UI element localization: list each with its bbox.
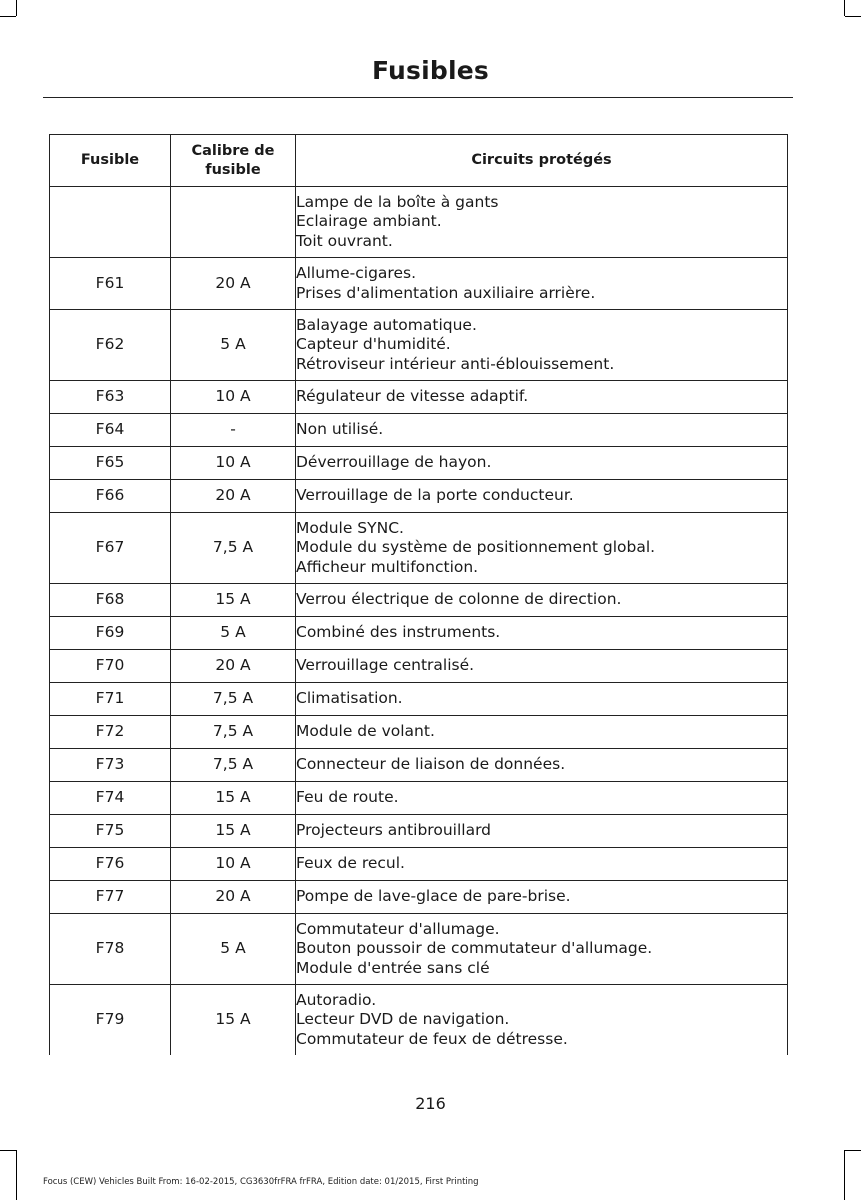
- crop-mark-top-left: [16, 0, 17, 16]
- fuse-rating-cell: 7,5 A: [171, 716, 296, 749]
- circuit-line: Autoradio.: [296, 990, 377, 1009]
- table-body: [50, 187, 788, 1056]
- fuse-rating-cell: 5 A: [171, 914, 296, 985]
- circuit-line: Module d'entrée sans clé: [296, 958, 490, 977]
- fuse-id-cell: F75: [50, 815, 171, 848]
- fuse-rating-cell: 15 A: [171, 782, 296, 815]
- fuse-id-cell: F79: [50, 985, 171, 1056]
- circuits-cell: [296, 914, 788, 985]
- circuit-line: Verrou électrique de colonne de direction.: [296, 590, 622, 609]
- table-header-row: [50, 135, 788, 187]
- circuit-line: Lampe de la boîte à gants: [296, 192, 499, 211]
- fuse-id-cell: F64: [50, 414, 171, 447]
- circuit-line: Rétroviseur intérieur anti-éblouissement.: [296, 354, 615, 373]
- fuse-rating-cell: 5 A: [171, 617, 296, 650]
- fuse-id-cell: [50, 187, 171, 258]
- fuse-id-cell: F68: [50, 584, 171, 617]
- fuse-rating-cell: 15 A: [171, 985, 296, 1056]
- table-row: [50, 881, 788, 914]
- circuits-cell: [296, 381, 788, 414]
- circuit-line: Combiné des instruments.: [296, 623, 501, 642]
- circuit-line: Feu de route.: [296, 788, 399, 807]
- fuse-id-cell: F66: [50, 480, 171, 513]
- fuse-rating-cell: 7,5 A: [171, 749, 296, 782]
- page-number: 216: [415, 1094, 446, 1113]
- circuit-line: Pompe de lave-glace de pare-brise.: [296, 887, 571, 906]
- table-row: [50, 683, 788, 716]
- fuse-id-cell: F71: [50, 683, 171, 716]
- table-row: [50, 447, 788, 480]
- circuits-cell: [296, 414, 788, 447]
- crop-mark-bottom-left: [16, 1150, 17, 1200]
- fuse-id-cell: F65: [50, 447, 171, 480]
- circuit-line: Prises d'alimentation auxiliaire arrière.: [296, 283, 596, 302]
- circuit-line: Module SYNC.: [296, 518, 404, 537]
- table-row: [50, 782, 788, 815]
- fuse-table: [49, 134, 788, 1055]
- header-circuits: Circuits protégés: [296, 135, 788, 187]
- table-row: [50, 716, 788, 749]
- fuse-id-cell: F76: [50, 848, 171, 881]
- circuit-line: Commutateur d'allumage.: [296, 919, 500, 938]
- footer-text: Focus (CEW) Vehicles Built From: 16-02-2015, CG3630frFRA frFRA, Edition date: 01/2015, First Printing: [43, 1177, 479, 1187]
- title-rule: [43, 97, 793, 98]
- circuit-line: Verrouillage de la porte conducteur.: [296, 486, 574, 505]
- fuse-id-cell: F72: [50, 716, 171, 749]
- table-row: [50, 815, 788, 848]
- circuit-line: Projecteurs antibrouillard: [296, 821, 492, 840]
- table-row: [50, 650, 788, 683]
- fuse-id-cell: F63: [50, 381, 171, 414]
- header-rating-line1: Calibre de: [191, 142, 275, 159]
- crop-mark-top-right: [844, 0, 845, 16]
- fuse-rating-cell: 20 A: [171, 258, 296, 310]
- circuit-line: Commutateur de feux de détresse.: [296, 1029, 568, 1048]
- table-row: [50, 584, 788, 617]
- circuit-line: Balayage automatique.: [296, 315, 477, 334]
- circuit-line: Eclairage ambiant.: [296, 212, 442, 231]
- circuits-cell: [296, 513, 788, 584]
- table-row: [50, 258, 788, 310]
- header-fuse: Fusible: [50, 135, 171, 187]
- circuits-cell: [296, 782, 788, 815]
- circuits-cell: [296, 650, 788, 683]
- circuit-line: Déverrouillage de hayon.: [296, 453, 492, 472]
- crop-mark-bottom-left: [0, 1150, 16, 1151]
- fuse-id-cell: F77: [50, 881, 171, 914]
- table-row: [50, 985, 788, 1056]
- circuits-cell: [296, 584, 788, 617]
- crop-mark-top-left: [0, 16, 16, 17]
- circuits-cell: [296, 985, 788, 1056]
- fuse-id-cell: F74: [50, 782, 171, 815]
- circuit-line: Lecteur DVD de navigation.: [296, 1010, 510, 1029]
- circuit-line: Module de volant.: [296, 722, 435, 741]
- circuits-cell: [296, 716, 788, 749]
- table-row: [50, 310, 788, 381]
- circuit-line: Régulateur de vitesse adaptif.: [296, 387, 529, 406]
- circuits-cell: [296, 815, 788, 848]
- header-rating: [171, 135, 296, 187]
- table-row: [50, 848, 788, 881]
- circuits-cell: [296, 617, 788, 650]
- fuse-rating-cell: 7,5 A: [171, 513, 296, 584]
- circuits-cell: [296, 480, 788, 513]
- fuse-id-cell: F69: [50, 617, 171, 650]
- page-title: Fusibles: [372, 56, 489, 85]
- fuse-rating-cell: -: [171, 414, 296, 447]
- fuse-id-cell: F61: [50, 258, 171, 310]
- circuit-line: Climatisation.: [296, 689, 403, 708]
- circuit-line: Feux de recul.: [296, 854, 405, 873]
- fuse-rating-cell: 15 A: [171, 815, 296, 848]
- circuits-cell: [296, 881, 788, 914]
- table-row: [50, 480, 788, 513]
- table-row: [50, 914, 788, 985]
- fuse-id-cell: F73: [50, 749, 171, 782]
- circuit-line: Non utilisé.: [296, 420, 384, 439]
- header-rating-line2: fusible: [205, 161, 261, 178]
- fuse-id-cell: F78: [50, 914, 171, 985]
- circuit-line: Allume-cigares.: [296, 264, 417, 283]
- table-row: [50, 381, 788, 414]
- table-row: [50, 187, 788, 258]
- circuits-cell: [296, 749, 788, 782]
- crop-mark-bottom-right: [844, 1150, 845, 1200]
- circuits-cell: [296, 683, 788, 716]
- circuits-cell: [296, 187, 788, 258]
- circuit-line: Afficheur multifonction.: [296, 557, 479, 576]
- fuse-rating-cell: 7,5 A: [171, 683, 296, 716]
- table-row: [50, 414, 788, 447]
- circuit-line: Module du système de positionnement global.: [296, 538, 656, 557]
- circuits-cell: [296, 258, 788, 310]
- table-row: [50, 617, 788, 650]
- circuit-line: Toit ouvrant.: [296, 231, 393, 250]
- table-row: [50, 513, 788, 584]
- crop-mark-top-right: [845, 16, 861, 17]
- fuse-rating-cell: 10 A: [171, 381, 296, 414]
- fuse-rating-cell: 10 A: [171, 848, 296, 881]
- crop-mark-bottom-right: [845, 1150, 861, 1151]
- fuse-id-cell: F70: [50, 650, 171, 683]
- fuse-id-cell: F62: [50, 310, 171, 381]
- fuse-rating-cell: 20 A: [171, 881, 296, 914]
- fuse-rating-cell: 5 A: [171, 310, 296, 381]
- circuits-cell: [296, 310, 788, 381]
- circuits-cell: [296, 848, 788, 881]
- table-row: [50, 749, 788, 782]
- circuit-line: Connecteur de liaison de données.: [296, 755, 566, 774]
- fuse-rating-cell: [171, 187, 296, 258]
- fuse-rating-cell: 20 A: [171, 480, 296, 513]
- circuits-cell: [296, 447, 788, 480]
- fuse-rating-cell: 10 A: [171, 447, 296, 480]
- fuse-rating-cell: 15 A: [171, 584, 296, 617]
- circuit-line: Capteur d'humidité.: [296, 335, 451, 354]
- circuit-line: Bouton poussoir de commutateur d'allumage.: [296, 939, 653, 958]
- fuse-id-cell: F67: [50, 513, 171, 584]
- circuit-line: Verrouillage centralisé.: [296, 656, 475, 675]
- fuse-rating-cell: 20 A: [171, 650, 296, 683]
